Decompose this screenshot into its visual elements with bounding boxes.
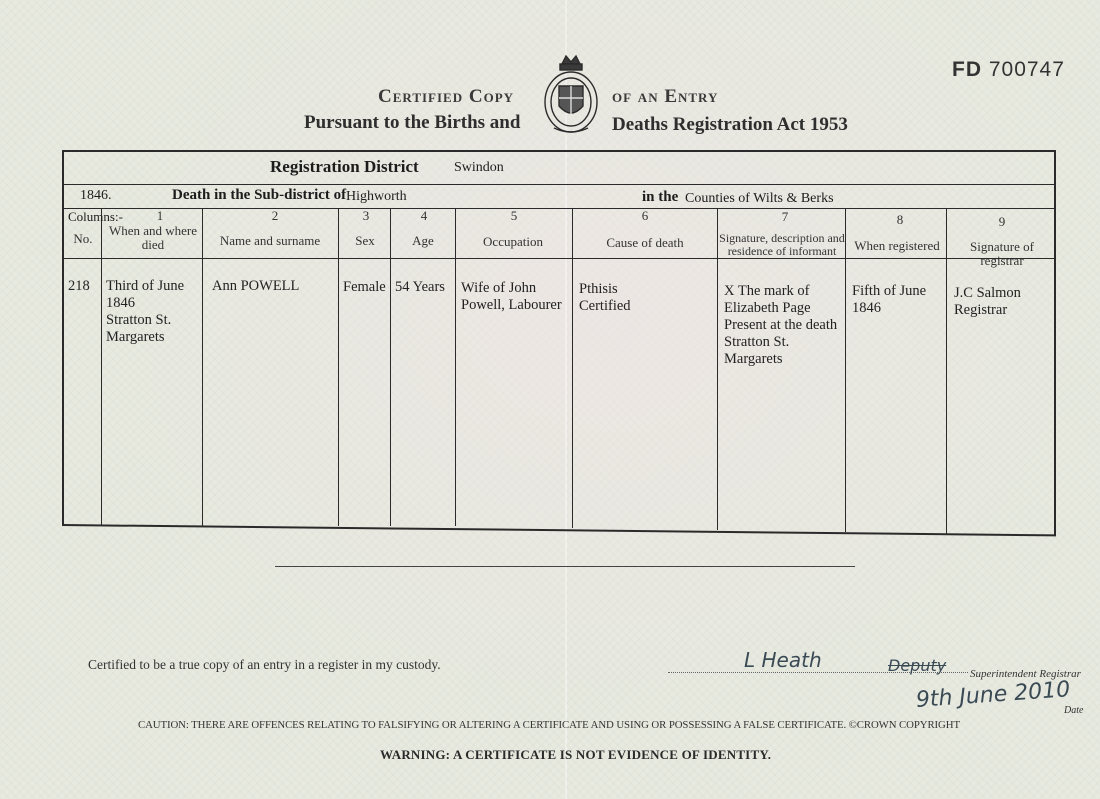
header-age: Age [412,233,434,248]
registrar-signature: L Heath [744,648,822,672]
heading-pursuant: Pursuant to the Births and [304,112,521,133]
counties-value: Counties of Wilts & Berks [685,191,834,206]
columns-label: Columns:- [68,209,123,224]
entry-age: 54 Years [395,279,445,295]
column-number: 1 [156,208,164,223]
column-number: 6 [641,208,649,223]
column-number: 3 [362,208,370,223]
column-number: 7 [781,209,789,224]
header-when-where: When and where died [108,223,198,252]
handwritten-date: 9th June 2010 [915,677,1071,713]
serial-number: FD 700747 [952,58,1065,81]
header-name: Name and surname [219,233,321,248]
entry-when-where: Third of June 1846 Stratton St. Margarets [106,278,185,345]
column-number: 8 [896,212,904,227]
column-number: 2 [271,208,279,223]
header-occupation: Occupation [483,234,543,249]
heading-of-an-entry: of an Entry [612,86,719,107]
header-cause: Cause of death [606,235,684,250]
divider-line [275,566,855,567]
deputy-handwritten: Deputy [888,656,947,675]
subdistrict-label: Death in the Sub-district of [172,187,347,203]
certification-text: Certified to be a true copy of an entry in a register in my custody. [88,657,441,672]
entry-cause: Pthisis Certified [579,281,631,314]
district-value: Swindon [454,160,504,175]
entry-occupation: Wife of John Powell, Labourer [461,280,562,313]
header-no: No. [73,231,93,246]
header-when-registered: When registered [854,238,940,253]
district-label: Registration District [270,157,419,176]
entry-sex: Female [343,279,386,295]
header-registrar: Signature of registrar [970,239,1034,268]
entry-no: 218 [68,278,90,294]
date-label: Date [1064,705,1084,716]
entry-informant: X The mark of Elizabeth Page Present at the death Stratton St. Margarets [724,283,838,367]
heading-certified-copy: Certified Copy [378,86,515,107]
warning-text: WARNING: A CERTIFICATE IS NOT EVIDENCE OF IDENTITY. [380,747,772,762]
column-number: 9 [998,214,1006,229]
heading-act: Deaths Registration Act 1953 [612,114,848,135]
header-sex: Sex [355,233,375,248]
caution-text: CAUTION: THERE ARE OFFENCES RELATING TO FALSIFYING OR ALTERING A CERTIFICATE AND USING OR POSSESSING A FALSE CERTIFICATE. ©CROWN COPYRIGHT [138,719,960,731]
header-informant: Signature, description and residence of informant [719,231,845,258]
counties-label: in the [642,189,679,205]
register-table [62,150,1056,536]
entry-registrar: J.C Salmon Registrar [954,285,1021,318]
superintendent-registrar-label: Superintendent Registrar [970,668,1081,680]
entry-name: Ann POWELL [212,278,300,294]
column-number: 5 [510,208,518,223]
column-number: 4 [420,208,428,223]
subdistrict-value: Highworth [346,189,407,204]
royal-crest-icon [540,52,602,138]
entry-when-registered: Fifth of June 1846 [852,283,927,316]
year: 1846. [80,188,112,203]
